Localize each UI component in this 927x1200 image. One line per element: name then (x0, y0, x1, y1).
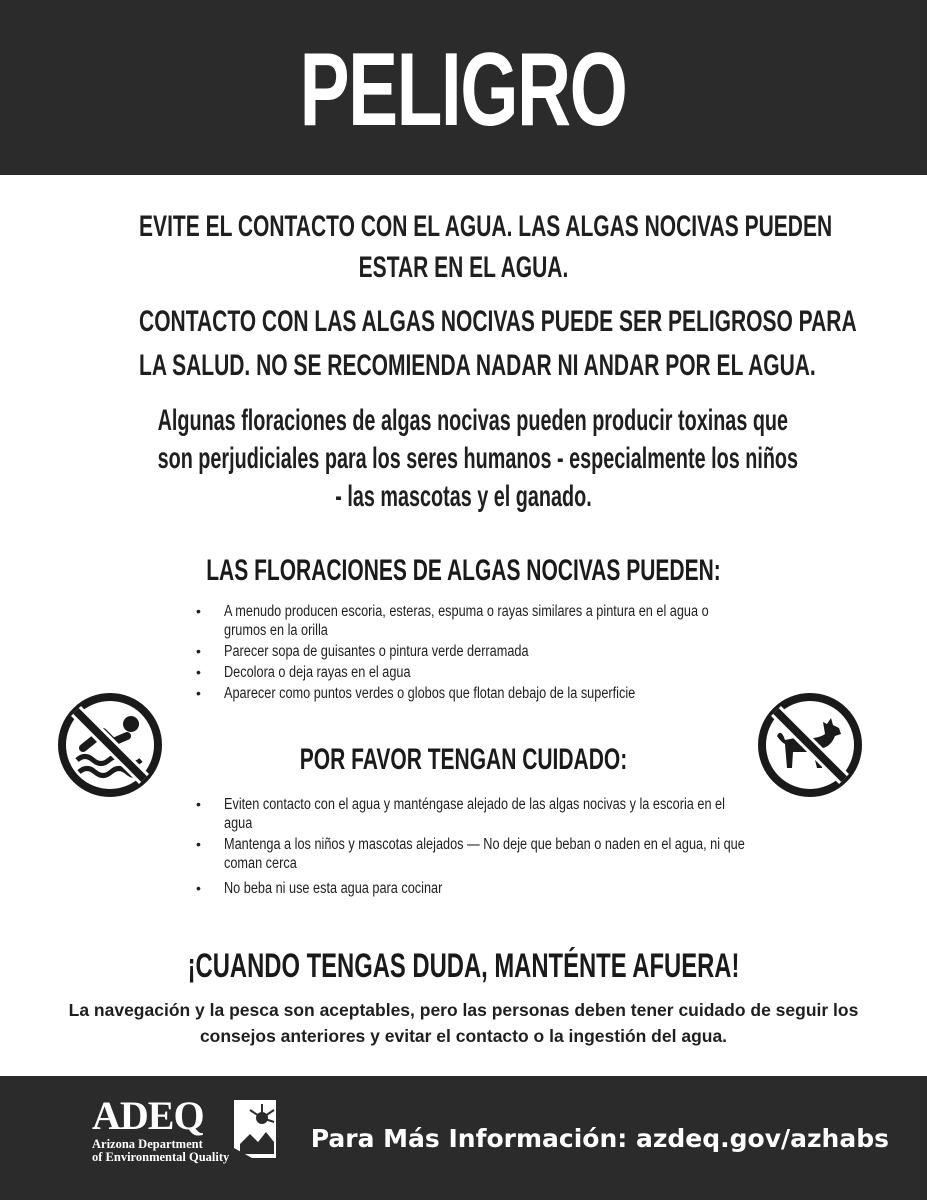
list-item-text: Aparecer como puntos verdes o globos que flotan debajo de la superficie (224, 685, 636, 702)
list-item-text: Eviten contacto con el agua y manténgase alejado de las algas nocivas y la escoria en el agua (224, 796, 725, 832)
slogan (0, 946, 927, 986)
caution-list (196, 795, 756, 900)
section-title-text: LAS FLORACIONES DE ALGAS NOCIVAS PUEDEN: (206, 554, 721, 587)
header-bar (0, 0, 927, 175)
footnote: La navegación y la pesca son aceptables, pero las personas deben tener cuidado de seguir los consejos anteriores y evitar el contacto o la ingestión del agua. (68, 1000, 859, 1046)
warning-line: EVITE EL CONTACTO CON EL AGUA. LAS ALGAS NOCIVAS PUEDEN (139, 210, 833, 243)
logo-subtitle-line: of Environmental Quality (92, 1150, 230, 1164)
logo-subtitle (92, 1138, 229, 1164)
list-item (196, 879, 756, 898)
warning-line: LA SALUD. NO SE RECOMIENDA NADAR NI ANDAR POR EL AGUA. (139, 349, 816, 382)
list-item-text: No beba ni use esta agua para cocinar (224, 880, 443, 897)
warning-toxins (0, 402, 927, 516)
warning-avoid-contact (0, 206, 927, 288)
section-title-caution (0, 742, 927, 778)
logo-text: ADEQ (92, 1093, 204, 1138)
list-item-text: A menudo producen escoria, esteras, espuma o rayas similares a pintura en el agua o grumos en la orilla (224, 603, 709, 639)
list-item-text: Mantenga a los niños y mascotas alejados — No deje que beban o naden en el agua, ni que coman cerca (224, 836, 745, 872)
list-item (196, 602, 756, 640)
warning-health-risk (0, 300, 927, 388)
warning-line: son perjudiciales para los seres humanos - especialmente los niños (157, 442, 799, 475)
page-title: PELIGRO (300, 31, 627, 148)
warning-line: Algunas floraciones de algas nocivas pueden producir toxinas que (157, 404, 789, 437)
section-title-text: POR FAVOR TENGAN CUIDADO: (299, 743, 628, 776)
slogan-text: ¡CUANDO TENGAS DUDA, MANTÉNTE AFUERA! (187, 947, 740, 985)
list-item (196, 642, 756, 661)
warning-line: CONTACTO CON LAS ALGAS NOCIVAS PUEDE SER PELIGROSO PARA (139, 305, 857, 338)
section-title-blooms (0, 553, 927, 589)
more-info-link[interactable]: Para Más Información: azdeq.gov/azhabs (310, 1123, 889, 1153)
warning-line: ESTAR EN EL AGUA. (358, 251, 569, 284)
warning-line: - las mascotas y el ganado. (335, 480, 592, 513)
list-item (196, 835, 756, 873)
arizona-state-icon (230, 1098, 280, 1160)
footer-bar (0, 1076, 927, 1200)
list-item-text: Decolora o deja rayas en el agua (224, 664, 411, 681)
blooms-list (196, 602, 756, 705)
list-item (196, 795, 756, 833)
adeq-logo (92, 1094, 292, 1184)
logo-subtitle-line: Arizona Department (92, 1137, 203, 1151)
list-item-text: Parecer sopa de guisantes o pintura verde derramada (224, 643, 529, 660)
list-item (196, 663, 756, 682)
list-item (196, 684, 756, 703)
